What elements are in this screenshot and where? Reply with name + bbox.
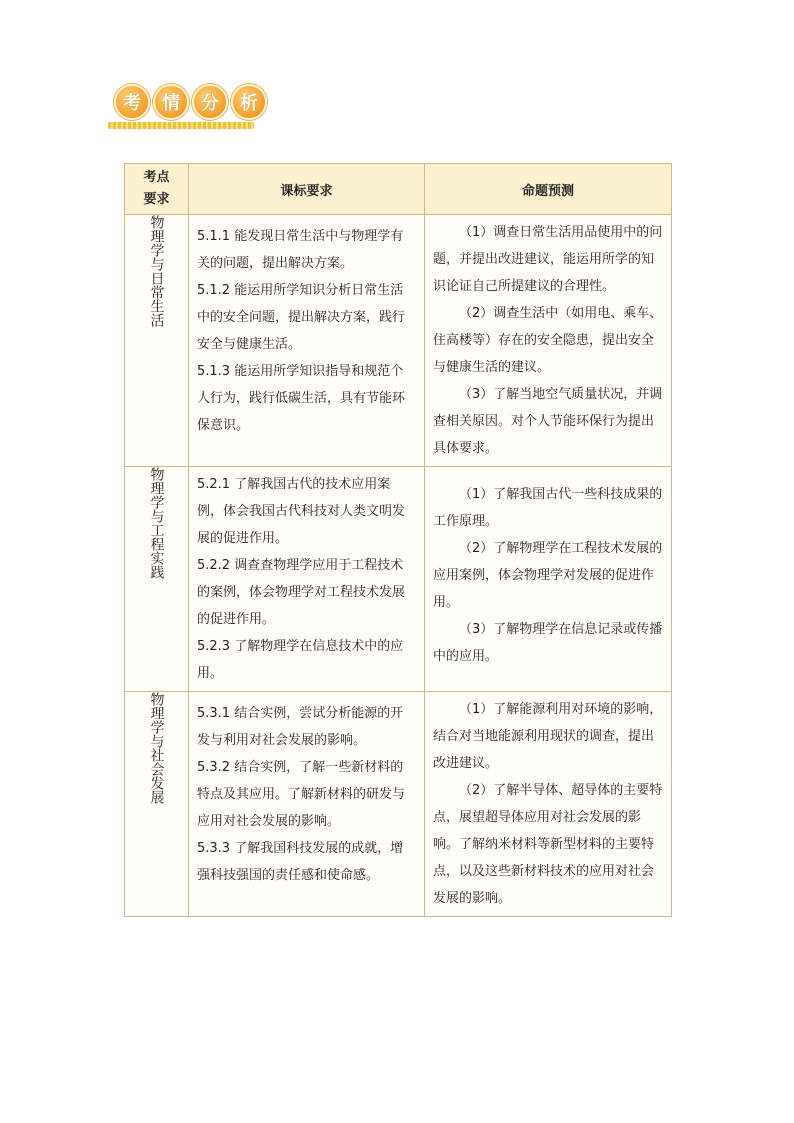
standard-item: 5.3.2 结合实例，了解一些新材料的特点及其应用。了解新材料的研发与应用对社会发展的影响。 [197, 760, 406, 829]
badge-char: 分 [192, 84, 228, 120]
header-exam-point-line2: 要求 [143, 192, 170, 207]
table-row [125, 215, 672, 467]
category-cell [125, 215, 189, 467]
prediction-item: （2）了解物理学在工程技术发展的应用案例，体会物理学对发展的促进作用。 [433, 541, 663, 610]
badge-circles [114, 84, 267, 120]
header-exam-point-line1: 考点 [143, 170, 170, 185]
standards-cell [189, 467, 425, 692]
prediction-item: （2）了解半导体、超导体的主要特点，展望超导体应用对社会发展的影响。了解纳米材料等新型材料的主要特点，以及这些新材料技术的应用对社会发展的影响。 [433, 783, 663, 906]
badge-char: 情 [153, 84, 189, 120]
badge-underline-bar [108, 122, 254, 129]
header-question-prediction: 命题预测 [425, 164, 672, 215]
prediction-item: （1）调查日常生活用品使用中的问题，并提出改进建议，能运用所学的知识论证自己所提建议的合理性。 [433, 225, 663, 294]
predictions-cell [425, 215, 672, 467]
header-exam-point [125, 164, 189, 215]
standards-cell [189, 215, 425, 467]
prediction-item: （1）了解我国古代一些科技成果的工作原理。 [433, 487, 663, 529]
table-row [125, 692, 672, 917]
table-header-row [125, 164, 672, 215]
standard-item: 5.2.1 了解我国古代的技术应用案例，体会我国古代科技对人类文明发展的促进作用。 [197, 477, 406, 546]
standard-item: 5.1.2 能运用所学知识分析日常生活中的安全问题，提出解决方案，践行安全与健康生活。 [197, 283, 406, 352]
standard-item: 5.1.1 能发现日常生活中与物理学有关的问题，提出解决方案。 [197, 229, 404, 271]
predictions-cell [425, 692, 672, 917]
standard-item: 5.2.2 调查查物理学应用于工程技术的案例，体会物理学对工程技术发展的促进作用。 [197, 558, 406, 627]
category-label: 物理学与社会发展 [148, 692, 165, 804]
category-label: 物理学与日常生活 [148, 215, 165, 327]
prediction-item: （2）调查生活中（如用电、乘车、住高楼等）存在的安全隐患，提出安全与健康生活的建议。 [433, 306, 663, 375]
category-label: 物理学与工程实践 [148, 467, 165, 579]
standards-cell [189, 692, 425, 917]
prediction-item: （3）了解物理学在信息记录或传播中的应用。 [433, 622, 663, 664]
badge-char: 考 [114, 84, 150, 120]
category-cell [125, 467, 189, 692]
prediction-item: （3）了解当地空气质量状况，并调查相关原因。对个人节能环保行为提出具体要求。 [433, 387, 663, 456]
prediction-item: （1）了解能源利用对环境的影响，结合对当地能源利用现状的调查，提出改进建议。 [433, 702, 663, 771]
exam-analysis-table [124, 163, 672, 917]
section-badge-kaoqing-fenxi [108, 82, 258, 132]
standard-item: 5.3.3 了解我国科技发展的成就，增强科技强国的责任感和使命感。 [197, 841, 404, 883]
standard-item: 5.3.1 结合实例，尝试分析能源的开发与利用对社会发展的影响。 [197, 706, 404, 748]
standard-item: 5.2.3 了解物理学在信息技术中的应用。 [197, 639, 404, 681]
standard-item: 5.1.3 能运用所学知识指导和规范个人行为，践行低碳生活，具有节能环保意识。 [197, 364, 406, 433]
predictions-cell [425, 467, 672, 692]
category-cell [125, 692, 189, 917]
badge-char: 析 [231, 84, 267, 120]
table-row [125, 467, 672, 692]
header-curriculum-standard: 课标要求 [189, 164, 425, 215]
